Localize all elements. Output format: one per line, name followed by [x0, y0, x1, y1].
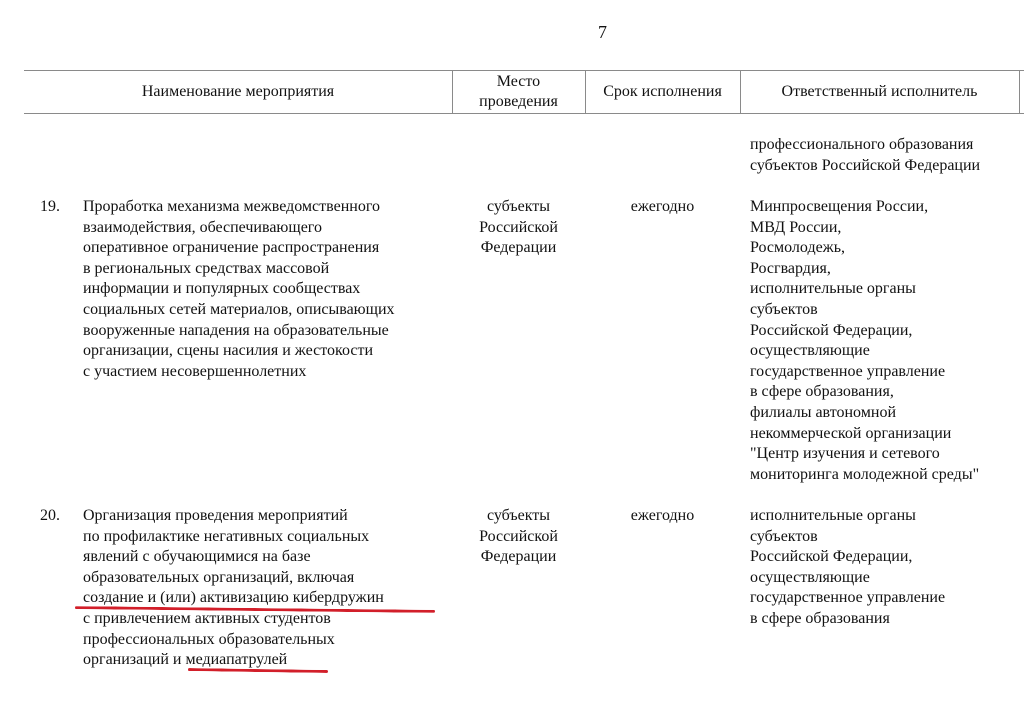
red-underline-annotation — [188, 668, 328, 673]
row-deadline: ежегодно — [630, 507, 695, 524]
header-deadline: Срок исполнения — [603, 83, 722, 100]
row-number: 20. — [40, 507, 60, 524]
row-place: субъекты Российской Федерации — [479, 507, 558, 566]
header-executor: Ответственный исполнитель — [781, 83, 978, 100]
column-divider-right — [1019, 70, 1020, 113]
page-number: 7 — [598, 22, 607, 42]
header-name: Наименование мероприятия — [141, 83, 335, 100]
row-executor: Минпросвещения России, МВД России, Росмолодежь, Росгвардия, исполнительные органы субъектов Российской Федерации, осуществляющие государственное управление в сфере образования, филиалы автономной некоммерческой организации "Центр изучения и сетевого мониторинга молодежной среды" — [750, 198, 980, 483]
row-name: Организация проведения мероприятий по профилактике негативных социальных явлений с обучающимися на базе образовательных организаций, включая создание и (или) активизацию кибердружин с привлечением активных студентов профессиональных образовательных организаций и медиапатрулей — [83, 507, 384, 669]
row-deadline: ежегодно — [630, 198, 695, 215]
row-number: 19. — [40, 198, 60, 215]
table-top-border — [24, 70, 1024, 71]
row-place: субъекты Российской Федерации — [479, 198, 558, 257]
row-executor: исполнительные органы субъектов Российской Федерации, осуществляющие государственное управление в сфере образования — [750, 507, 946, 627]
row-name: Проработка механизма межведомственного взаимодействия, обеспечивающего оперативное ограничение распространения в региональных средствах массовой информации и популярных сообществах социальных сетей материалов, описывающих вооруженные нападения на образовательные организации, сцены насилия и жестокости с участием несовершеннолетних — [83, 198, 395, 380]
table-header-bottom-border — [24, 113, 1024, 114]
continuation-executor: профессионального образования субъектов Российской Федерации — [750, 136, 981, 174]
header-place: Место проведения — [479, 73, 558, 110]
